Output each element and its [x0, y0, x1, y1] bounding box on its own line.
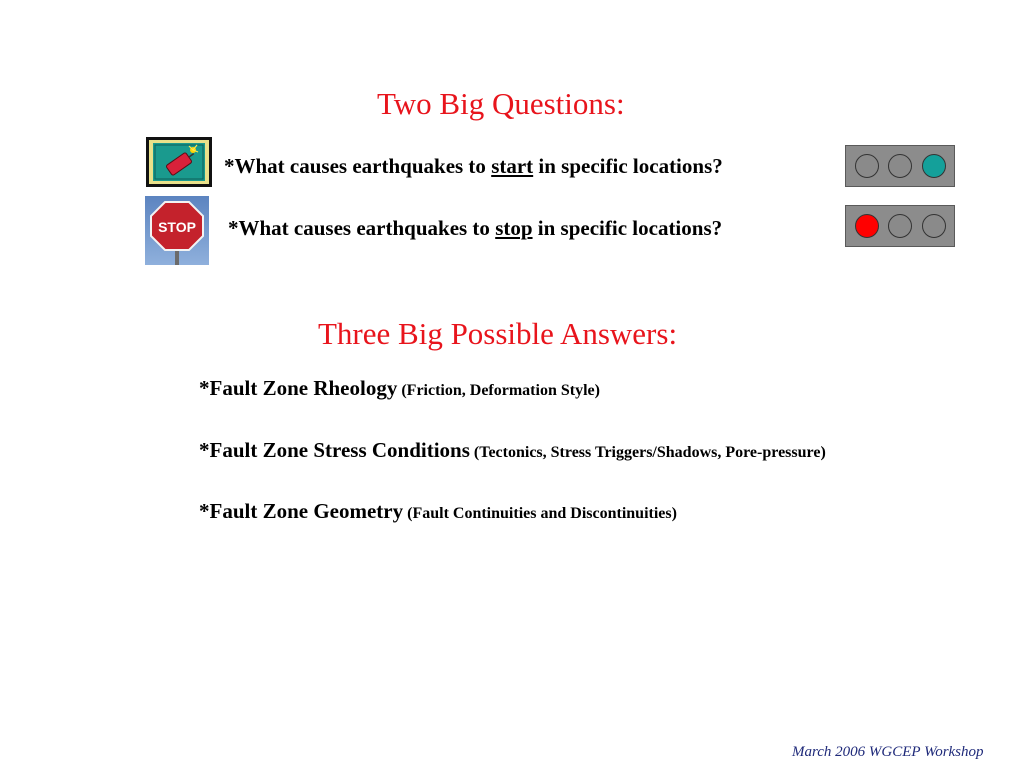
- light-bulb-1: [855, 214, 879, 238]
- answer-main: *Fault Zone Stress Conditions: [199, 438, 470, 462]
- answers-title: Three Big Possible Answers:: [318, 316, 678, 351]
- answer-item: [199, 376, 600, 401]
- light-bulb-2: [888, 154, 912, 178]
- slide-title: Two Big Questions:: [377, 86, 625, 121]
- question-suffix: in specific locations?: [533, 154, 723, 178]
- light-bulb-3: [922, 214, 946, 238]
- light-bulb-1: [855, 154, 879, 178]
- traffic-light-stop: [845, 205, 955, 247]
- question-start: [224, 154, 723, 179]
- question-suffix: in specific locations?: [532, 216, 723, 240]
- answer-main: *Fault Zone Geometry: [199, 499, 404, 523]
- footer-text: March 2006 WGCEP Workshop: [792, 744, 984, 760]
- answer-item: [199, 438, 826, 463]
- question-keyword: stop: [495, 216, 533, 240]
- answer-main: *Fault Zone Rheology: [199, 376, 398, 400]
- answer-detail: (Friction, Deformation Style): [401, 382, 600, 399]
- stop-sign-icon: [145, 196, 209, 265]
- question-prefix: *What causes earthquakes to: [228, 216, 496, 240]
- answer-detail: (Fault Continuities and Discontinuities): [407, 505, 677, 522]
- stop-sign-text: STOP: [158, 219, 196, 235]
- question-keyword: start: [491, 154, 534, 178]
- question-stop: [228, 216, 722, 241]
- light-bulb-3: [922, 154, 946, 178]
- dynamite-icon: [145, 136, 213, 188]
- answer-item: [199, 499, 677, 524]
- light-bulb-2: [888, 214, 912, 238]
- question-prefix: *What causes earthquakes to: [224, 154, 492, 178]
- answer-detail: (Tectonics, Stress Triggers/Shadows, Pore-pressure): [473, 444, 826, 461]
- traffic-light-start: [845, 145, 955, 187]
